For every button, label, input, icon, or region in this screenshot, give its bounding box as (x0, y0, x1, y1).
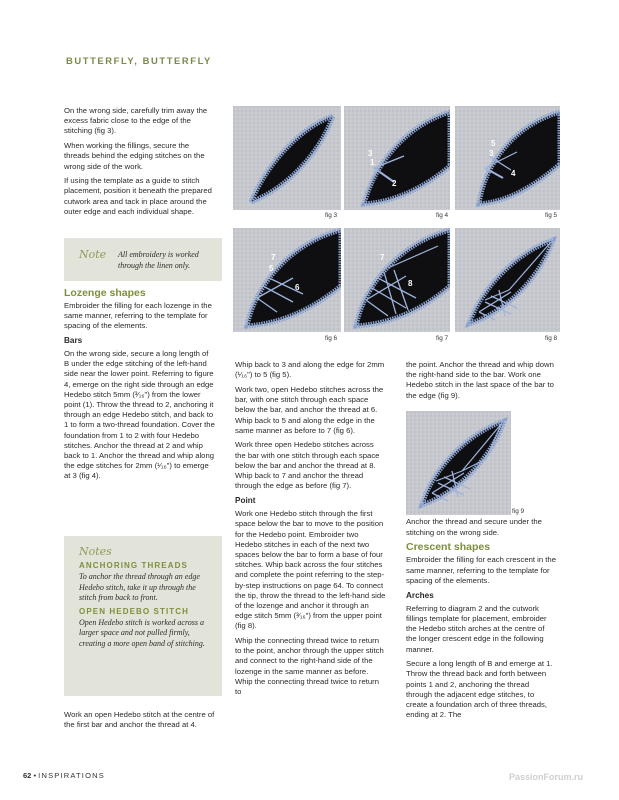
fig-9-photo (406, 411, 511, 515)
paragraph: Anchor the thread and secure under the stitching on the wrong side. (406, 517, 542, 537)
paragraph: When working the fillings, secure the threads behind the edging stitches on the wrong side of the work. (64, 141, 205, 171)
fig-5-label: 3 (489, 149, 494, 158)
paragraph: Embroider the filling for each lozenge in the same manner, referring to the template for spacing of the elements. (64, 300, 212, 331)
fig-4-label: 3 (368, 149, 373, 158)
fig-4-label: 1 (370, 158, 375, 167)
paragraph: On the wrong side, secure a long length of B under the edge stitching of the left-hand side near the lower point. Referring to figure 4, emerge on the right side through an edge Hedebo stitch 5mm (³⁄₁₆") from the lower point (1). Throw the thread to 2, anchoring it through an edge Hedebo stitch, and back to 1 to form a two-thread foundation. Cover the foundation from 1 to 2 with four Hedebo stitches. Anchor the thread at 2 and whip back to 1. Anchor the thread and whip along the edge stitches for 2mm (¹⁄₁₆") to emerge at 3 (fig 4). (64, 349, 215, 481)
paragraph: the point. Anchor the thread and whip down the right-hand side to the bar. Work one Hedebo stitch in the last space of the bar to the edge (fig 9). (406, 360, 554, 400)
section-heading-crescent: Crescent shapes (406, 541, 491, 554)
fig-3-photo (233, 106, 341, 210)
fig-7-label: 8 (408, 279, 413, 288)
paragraph: Embroider the filling for each crescent in the same manner, referring to the template for spacing of the elements. (406, 555, 556, 585)
footer-separator: • (33, 771, 37, 780)
fig-6-label: 7 (271, 253, 276, 262)
fig-7-photo (344, 228, 450, 332)
subheading-arches: Arches (406, 590, 434, 600)
fig-4-photo (344, 106, 450, 210)
fig-8-photo (455, 228, 560, 332)
paragraph: On the wrong side, carefully trim away the excess fabric close to the edge of the stitching (fig 3). (64, 106, 208, 136)
fig-6-label: 6 (295, 283, 300, 292)
paragraph: Whip back to 3 and along the edge for 2mm (¹⁄₁₆") to 5 (fig 5). (235, 360, 385, 380)
fig-6-photo (233, 228, 341, 332)
note-text: All embroidery is worked through the linen only. (118, 250, 199, 270)
fig-4-label: 2 (392, 179, 397, 188)
fig-3-caption: fig 3 (325, 212, 338, 219)
subheading-bars: Bars (64, 335, 83, 345)
fig-4-caption: fig 4 (436, 212, 449, 219)
paragraph: Secure a long length of B and emerge at 1. Throw the thread back and forth between points 1 and 2, anchoring the thread through the adjacent edge stitches, to create a foundation arch of three threads, ending at 2. The (406, 659, 553, 720)
fig-5-caption: fig 5 (545, 212, 558, 219)
fig-9-caption: fig 9 (512, 508, 525, 515)
paragraph: Work one Hedebo stitch through the first space below the bar to move to the position for the Hedebo point. Embroider two Hedebo stitches in each of the next two spaces below the bar to form a base of four stitches. Whip back across the four stitches and complete the point referring to the step-by-step instructions on page 64. To connect the tip, throw the thread to the left-hand side of the lozenge and anchor it through an edge stitch 5mm (³⁄₁₆") from the upper point (fig 8). (235, 509, 386, 631)
paragraph: Work two, open Hedebo stitches across the bar, with one stitch through each space below the bar, and anchor the thread at 6. Whip back to 5 and along the edge in the same manner as before to 7 (fig 6). (235, 384, 384, 435)
fig-5-photo (455, 106, 560, 210)
notes-text-open-hedebo: Open Hedebo stitch is worked across a larger space and not pulled firmly, creating a more open band of stitching. (79, 617, 205, 648)
fig-7-label: 7 (380, 253, 385, 262)
subheading-point: Point (235, 495, 256, 505)
paragraph: If using the template as a guide to stitch placement, position it beneath the prepared cutwork area and tack in place around the outer edge and each individual shape. (64, 176, 212, 216)
note-label: Note (79, 248, 107, 261)
paragraph: Whip the connecting thread twice to return to the point, anchor through the upper stitch and connect to the right-hand side of the lozenge in the same manner as before. Whip the connecting thread twice to return to (235, 636, 384, 697)
column-1 (64, 106, 215, 486)
notes-text-anchoring: To anchor the thread through an edge Hedebo stitch, take it up through the stitch from back to front. (79, 572, 200, 603)
notes-label: Notes (79, 545, 112, 558)
section-heading-lozenge: Lozenge shapes (64, 286, 146, 299)
column-2 (235, 360, 386, 702)
notes-heading-open-hedebo: OPEN HEDEBO STITCH (79, 606, 190, 616)
page-number: 62 (23, 771, 32, 780)
note-box (64, 238, 222, 281)
paragraph: Work an open Hedebo stitch at the centre of the first bar and anchor the thread at 4. (64, 710, 215, 730)
fig-6-caption: fig 6 (325, 335, 338, 342)
fig-8-caption: fig 8 (545, 335, 558, 342)
paragraph: Referring to diagram 2 and the cutwork fillings template for placement, embroider the Hedebo stitch arches at the centre of the longer crescent edge in the following manner. (406, 603, 547, 654)
page-footer (23, 771, 105, 780)
fig-5-label: 4 (511, 169, 516, 178)
fig-5-label: 5 (491, 139, 496, 148)
watermark: PassionForum.ru (509, 772, 584, 782)
paragraph: Work three open Hedebo stitches across the bar with one stitch through each space below the bar and anchor the thread at 8. Whip back to 7 and anchor the thread through the edge as before (fig 7). (235, 440, 380, 491)
footer-section: INSPIRATIONS (38, 771, 105, 780)
fig-7-caption: fig 7 (436, 335, 449, 342)
running-header: BUTTERFLY, BUTTERFLY (66, 55, 212, 66)
notes-heading-anchoring: ANCHORING THREADS (79, 561, 188, 570)
fig-6-label: 5 (269, 264, 274, 273)
notes-box (64, 536, 222, 696)
